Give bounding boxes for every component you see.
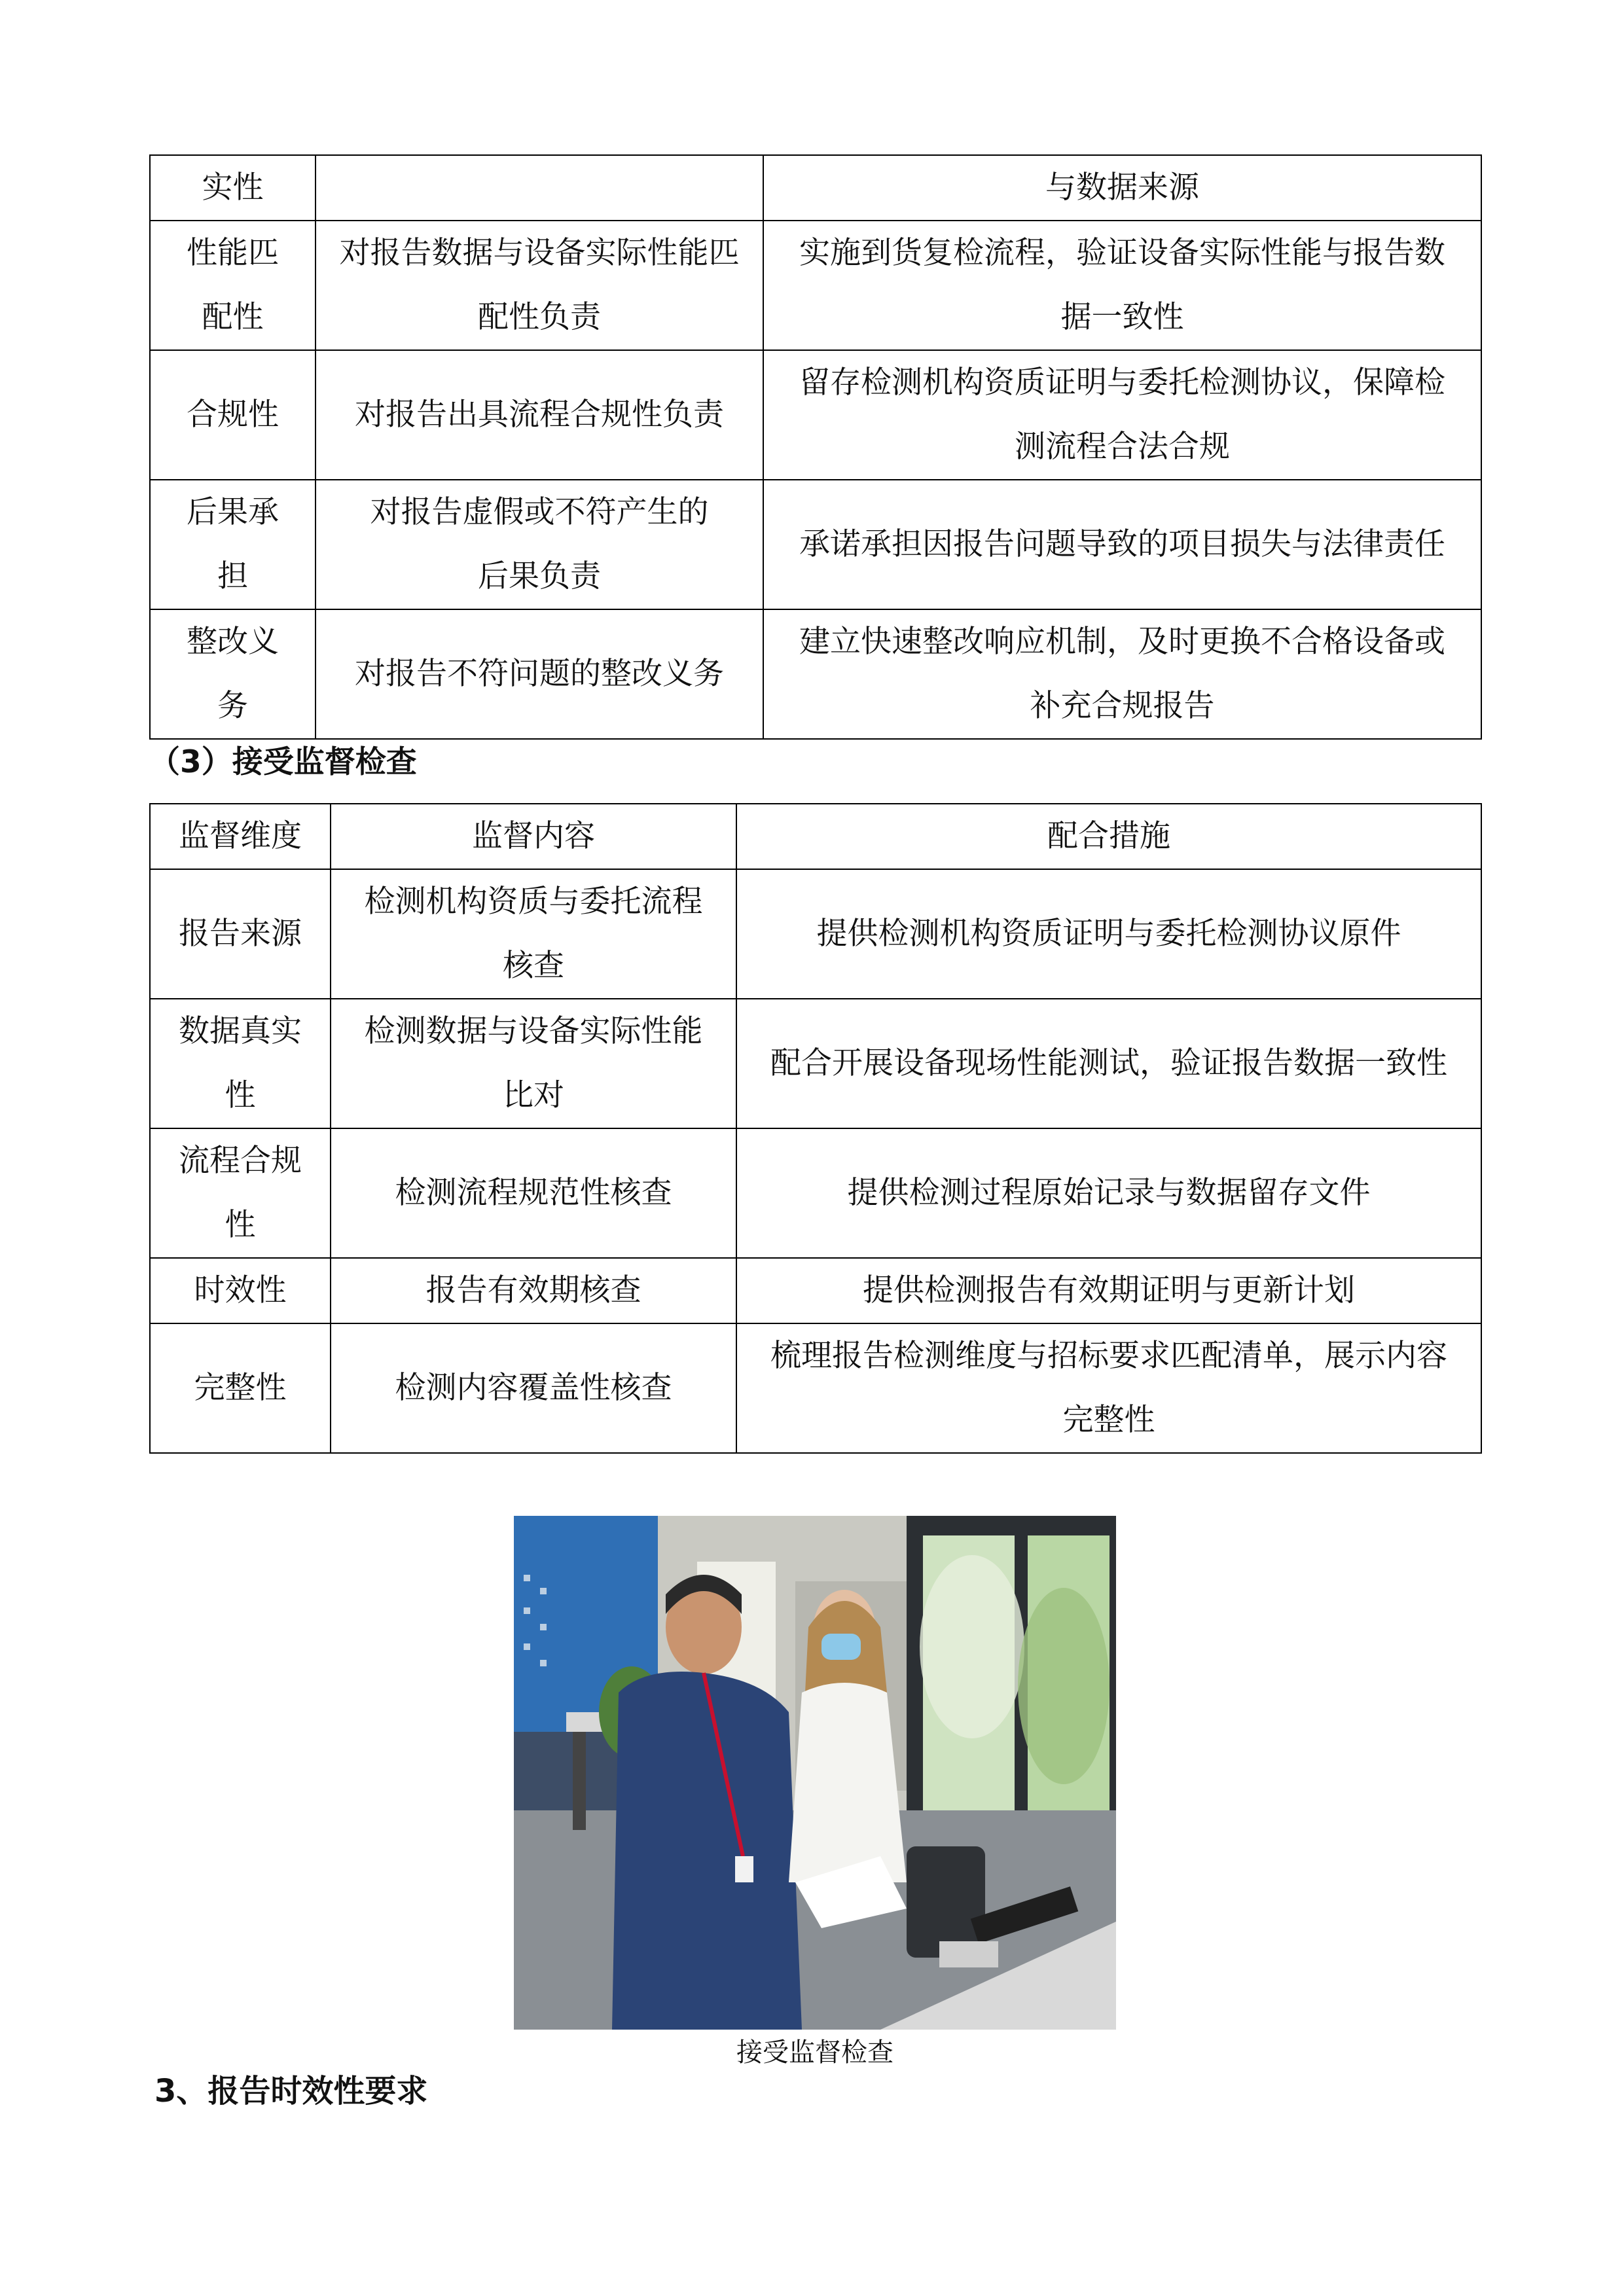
- table-cell: 完整性: [150, 1323, 331, 1453]
- table-cell: 对报告数据与设备实际性能匹配性负责: [316, 221, 763, 350]
- column-header: 监督维度: [150, 804, 331, 869]
- table-cell: 流程合规性: [150, 1128, 331, 1258]
- table-row: [150, 155, 1481, 221]
- sub-heading: （3）接受监督检查: [149, 744, 417, 780]
- responsibility-table: [149, 154, 1482, 740]
- table-cell: 配合开展设备现场性能测试，验证报告数据一致性: [736, 999, 1481, 1128]
- table-cell: 后果承担: [150, 480, 316, 609]
- column-header: 配合措施: [736, 804, 1481, 869]
- table-cell: 提供检测过程原始记录与数据留存文件: [736, 1128, 1481, 1258]
- supervision-table: [149, 803, 1482, 1454]
- table-row: [150, 480, 1481, 609]
- table-cell: 报告有效期核查: [331, 1258, 736, 1323]
- table-row: [150, 350, 1481, 480]
- table-cell: 检测流程规范性核查: [331, 1128, 736, 1258]
- table-cell: 对报告出具流程合规性负责: [316, 350, 763, 480]
- table-cell: 留存检测机构资质证明与委托检测协议，保障检测流程合法合规: [763, 350, 1481, 480]
- table-cell: 对报告不符问题的整改义务: [316, 609, 763, 739]
- section-heading: 3、报告时效性要求: [154, 2073, 428, 2109]
- table-row: [150, 869, 1481, 999]
- table-cell: 梳理报告检测维度与招标要求匹配清单，展示内容完整性: [736, 1323, 1481, 1453]
- table-row: [150, 221, 1481, 350]
- table-row: [150, 1258, 1481, 1323]
- table-header-row: [150, 804, 1481, 869]
- table-cell: 承诺承担因报告问题导致的项目损失与法律责任: [763, 480, 1481, 609]
- table-cell: 数据真实性: [150, 999, 331, 1128]
- inspection-photo: [514, 1516, 1116, 2030]
- table-cell: 检测数据与设备实际性能比对: [331, 999, 736, 1128]
- table-cell: 提供检测机构资质证明与委托检测协议原件: [736, 869, 1481, 999]
- photo-caption: 接受监督检查: [736, 2037, 893, 2068]
- table-cell: 时效性: [150, 1258, 331, 1323]
- table-row: [150, 1128, 1481, 1258]
- table-cell: 对报告虚假或不符产生的后果负责: [316, 480, 763, 609]
- table-row: [150, 1323, 1481, 1453]
- table-cell: 合规性: [150, 350, 316, 480]
- table-row: [150, 999, 1481, 1128]
- table-cell: 性能匹配性: [150, 221, 316, 350]
- table-row: [150, 609, 1481, 739]
- table-cell: 建立快速整改响应机制，及时更换不合格设备或补充合规报告: [763, 609, 1481, 739]
- table-cell: 检测机构资质与委托流程核查: [331, 869, 736, 999]
- photo-illustration: [514, 1516, 1116, 2030]
- table-cell: 实施到货复检流程，验证设备实际性能与报告数据一致性: [763, 221, 1481, 350]
- table-cell: [316, 155, 763, 221]
- column-header: 监督内容: [331, 804, 736, 869]
- table-cell: 提供检测报告有效期证明与更新计划: [736, 1258, 1481, 1323]
- table-cell: 报告来源: [150, 869, 331, 999]
- table-cell: 整改义务: [150, 609, 316, 739]
- table-cell: 检测内容覆盖性核查: [331, 1323, 736, 1453]
- table-cell: 与数据来源: [763, 155, 1481, 221]
- table-cell: 实性: [150, 155, 316, 221]
